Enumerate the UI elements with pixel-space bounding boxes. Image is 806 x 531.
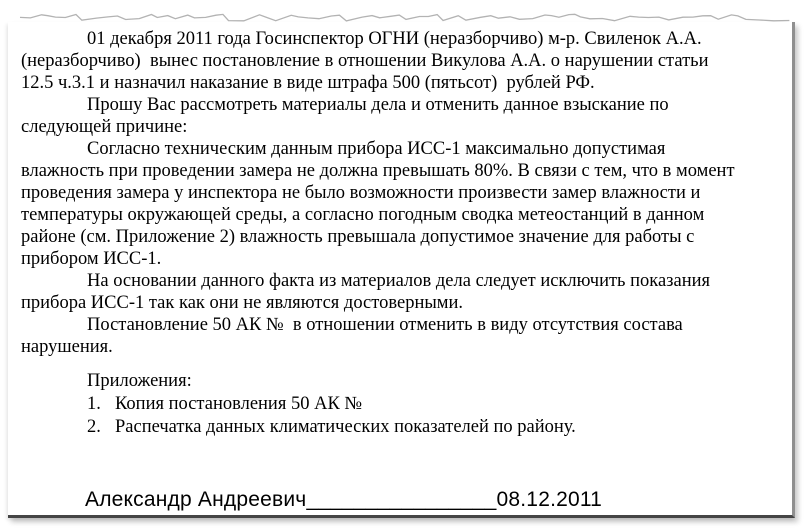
text-line: нарушения. — [21, 337, 113, 357]
text-line: прибора ИСС-1 так как они не являются достоверными. — [21, 293, 464, 313]
attachment-number: 2. — [87, 417, 101, 437]
text-line: 12.5 ч.3.1 и назначил наказание в виде штрафа 500 (пятьсот) рублей РФ. — [21, 73, 595, 93]
torn-edge-line — [20, 14, 789, 21]
paragraph — [21, 314, 783, 358]
attachments-section — [21, 370, 783, 439]
attachment-item — [21, 393, 783, 416]
attachment-item — [21, 416, 783, 439]
text-line: следующей причине: — [21, 117, 188, 137]
text-line: Согласно техническим данным прибора ИСС-1 максимально допустимая — [87, 139, 666, 159]
paragraph — [21, 94, 783, 138]
text-line: прибором ИСС-1. — [21, 249, 162, 269]
attachment-text: Распечатка данных климатических показателей по району. — [115, 417, 576, 437]
signature-underline: ________________ — [306, 488, 497, 511]
signature-line — [85, 488, 602, 512]
text-line: проведения замера у инспектора не было возможности произвести замер влажности и — [21, 183, 701, 203]
document-body — [21, 28, 783, 358]
paragraph — [21, 270, 783, 314]
text-line: влажность при проведении замера не должна превышать 80%. В связи с тем, что в момент — [21, 161, 735, 181]
attachments-list — [21, 393, 783, 439]
paragraph — [21, 28, 783, 94]
signature-name: Александр Андреевич — [85, 488, 307, 511]
text-line: районе (см. Приложение 2) влажность превышала допустимое значение для работы с — [21, 227, 695, 247]
attachment-text: Копия постановления 50 АК № — [115, 394, 363, 414]
paragraph — [21, 138, 783, 270]
signature-date: 08.12.2011 — [496, 488, 603, 511]
text-line: Постановление 50 АК № в отношении отменить в виду отсутствия состава — [87, 315, 683, 335]
paper-sheet — [8, 22, 795, 518]
attachments-heading: Приложения: — [87, 371, 192, 391]
text-line: (неразборчиво) вынес постановление в отношении Викулова А.А. о нарушении статьи — [21, 51, 709, 71]
text-line: 01 декабря 2011 года Госинспектор ОГНИ (неразборчиво) м-р. Свиленок А.А. — [87, 29, 702, 49]
text-line: На основании данного факта из материалов дела следует исключить показания — [87, 271, 711, 291]
text-line: температуры окружающей среды, а согласно погодным сводка метеостанций в данном — [21, 205, 705, 225]
text-line: Прошу Вас рассмотреть материалы дела и отменить данное взыскание по — [87, 95, 669, 115]
document-text-column — [21, 28, 783, 439]
attachment-number: 1. — [87, 394, 101, 414]
